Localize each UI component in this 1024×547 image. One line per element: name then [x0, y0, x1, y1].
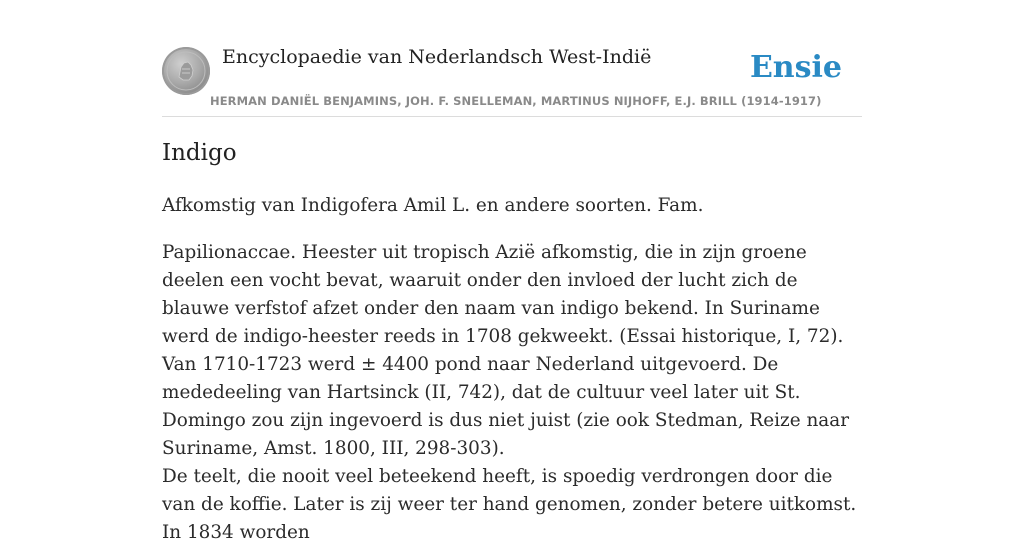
publication-header — [162, 0, 862, 117]
publication-title[interactable]: Encyclopaedie van Nederlandsch West-Indië — [222, 46, 652, 68]
article-title: Indigo — [162, 140, 237, 166]
article-paragraph: Afkomstig van Indigofera Amil L. en andere soorten. Fam. — [162, 195, 704, 216]
coin-emblem-icon[interactable] — [162, 47, 210, 95]
article-paragraph: De teelt, die nooit veel beteekend heeft, is spoedig verdrongen door die van de koffie. Later is zij weer ter hand genomen, zonder betere uitkomst. In 1834 worden — [162, 466, 857, 543]
page — [162, 0, 862, 543]
ensie-logo[interactable]: Ensie — [749, 50, 842, 85]
article-paragraph: Papilionaccae. Heester uit tropisch Azië afkomstig, die in zijn groene deelen een vocht bevat, waaruit onder den invloed der lucht zich de blauwe verfstof afzet onder den naam van indigo bekend. In Suriname werd de indigo-heester reeds in 1708 gekweekt. (Essai historique, I, 72). Van 1710-1723 werd ± 4400 pond naar Nederland uitgevoerd. De mededeeling van Hartsinck (II, 742), dat de cultuur veel later uit St. Domingo zou zijn ingevoerd is dus niet juist (zie ook Stedman, Reize naar Suriname, Amst. 1800, III, 298-303). — [162, 242, 850, 459]
coin-emblem-graphic — [162, 47, 210, 95]
publication-byline: HERMAN DANIËL BENJAMINS, JOH. F. SNELLEMAN, MARTINUS NIJHOFF, E.J. BRILL (1914-1917) — [210, 94, 822, 108]
